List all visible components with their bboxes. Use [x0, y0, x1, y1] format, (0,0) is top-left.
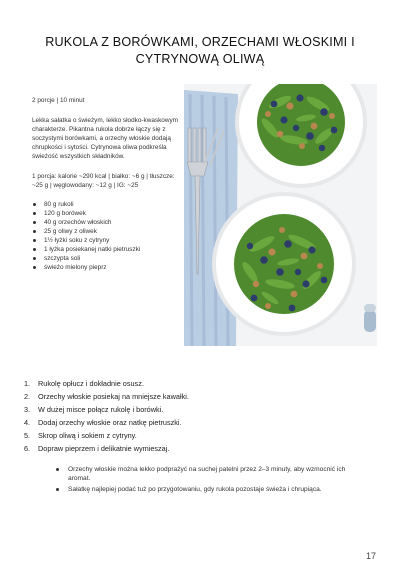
step-item [24, 377, 364, 390]
ingredient-item: 80 g rukoli [44, 200, 180, 209]
step-item [24, 442, 364, 455]
preparation-steps [24, 377, 364, 455]
step-item [24, 403, 364, 416]
step-text: Skrop oliwą i sokiem z cytryny. [38, 431, 137, 440]
step-number: 1. [24, 379, 31, 388]
ingredient-item: 1 łyżka posiekanej natki pietruszki [44, 245, 180, 254]
recipe-description: Lekka sałatka o świeżym, lekko słodko-kwaskowym charakterze. Pikantna rukola dobrze łączy się z soczystymi borówkami, a orzechy włoskie dodają chrupkości i sytości. Cytrynowa oliwa podkreśla świeżość wszystkich składników. [32, 117, 178, 160]
step-number: 5. [24, 431, 31, 440]
ingredient-item: 1½ łyżki soku z cytryny [44, 236, 180, 245]
servings-and-time: 2 porcje | 10 minut [32, 97, 85, 104]
salad-photo [184, 84, 377, 346]
ingredient-item: szczypta soli [44, 254, 180, 263]
step-text: Orzechy włoskie posiekaj na mniejsze kawałki. [38, 392, 189, 401]
nutrition-info: 1 porcja: kalorie ~290 kcal | białko: ~6 g | tłuszcze: ~25 g | węglowodany: ~12 g | IG: ~25 [32, 173, 175, 189]
recipe-info-column [32, 96, 180, 272]
ingredient-item: 40 g orzechów włoskich [44, 218, 180, 227]
step-number: 6. [24, 444, 31, 453]
step-number: 2. [24, 392, 31, 401]
tip-item: Sałatkę najlepiej podać tuż po przygotowaniu, gdy rukola pozostaje świeża i chrupiąca. [62, 485, 362, 494]
step-number: 4. [24, 418, 31, 427]
ingredient-item: świeżo mielony pieprz [44, 263, 180, 272]
recipe-title: RUKOLA Z BORÓWKAMI, ORZECHAMI WŁOSKIMI I CYTRYNOWĄ OLIWĄ [45, 35, 355, 66]
step-text: Dopraw pieprzem i delikatnie wymieszaj. [38, 444, 170, 453]
step-item [24, 416, 364, 429]
step-item [24, 429, 364, 442]
step-number: 3. [24, 405, 31, 414]
tip-item: Orzechy włoskie można lekko podprażyć na suchej patelni przez 2–3 minuty, aby wzmocnić ich aromat. [62, 465, 362, 483]
tips-list [62, 465, 362, 497]
step-text: Rukolę opłucz i dokładnie osusz. [38, 379, 144, 388]
step-text: W dużej misce połącz rukolę i borówki. [38, 405, 164, 414]
page-number: 17 [365, 551, 376, 561]
salad-photo-illustration [184, 84, 377, 346]
step-item [24, 390, 364, 403]
ingredients-list [32, 200, 180, 272]
step-text: Dodaj orzechy włoskie oraz natkę pietruszki. [38, 418, 182, 427]
ingredient-item: 120 g borówek [44, 209, 180, 218]
ingredient-item: 25 g oliwy z oliwek [44, 227, 180, 236]
